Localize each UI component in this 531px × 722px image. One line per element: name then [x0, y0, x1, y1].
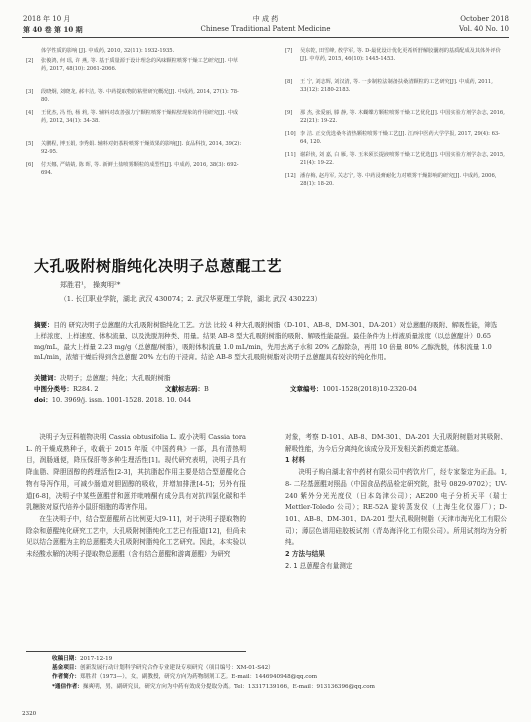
doi-value: 10. 3969/j. issn. 1001-1528. 2018. 10. 044	[51, 396, 192, 404]
keywords	[34, 373, 499, 384]
article-number	[290, 384, 417, 395]
article-number-value: 1001-1528(2018)10-2320-04	[322, 385, 417, 393]
keywords-label: 关键词：	[34, 374, 60, 382]
reference-item: [2] 张俊鸿, 何 瑶, 许 燕, 等. 基于质量源于设计理念的风味颗粒喷雾干燥工艺研究[J]. 中草药, 2017, 48(10): 2061-2066.	[26, 58, 239, 72]
document-code-value: B	[204, 385, 209, 393]
footnote-fund	[52, 664, 512, 673]
article-authors: 郑胜君¹， 操爽明²*	[60, 281, 121, 289]
section-heading: 1 材料	[285, 456, 306, 465]
footnote-author	[52, 673, 512, 682]
clc-value: R284. 2	[73, 385, 99, 393]
clc-label: 中图分类号：	[34, 385, 73, 393]
footnote-label: 收稿日期：	[52, 656, 80, 662]
footnote-text: 创新发展行动计划科学研究合作专业建设专项研究（项目编号：XM-01-S42）	[79, 665, 274, 672]
abstract	[34, 320, 499, 363]
doi	[34, 395, 191, 406]
doi-label: doi：	[34, 396, 52, 404]
body-paragraph: 在生决明子中，结合型蒽醌所占比例更大[9-11]，对于决明子提取物的除杂和蒽醌纯化研究工艺中，大孔吸附树脂纯化工艺已有报道[12]，但尚未见以结合蒽醌为主的总蒽醌类大孔吸附树脂纯化工艺研究。因此，本实验以未经酸水解的决明子提取物总蒽醌（含有结合蒽醌和游离蒽醌）为研究	[26, 514, 246, 559]
footnote-label: 基金项目：	[52, 665, 80, 672]
body-column-left	[26, 432, 246, 561]
body-column-right	[285, 432, 507, 572]
body-paragraph: 决明子为豆科植物决明 Cassia obtusifolia L. 或小决明 Cassia tora L. 的干燥成熟种子，收载于 2015 年版《中国药典》一部，具有清热明目，润肠通便，降压保肝等多种生理活性[1]。现代研究表明，决明子具有降血脂、降胆固醇的药理活性[2-3]，其抗脂起作用主要是结合型蒽醌化合物有导泻作用，可减少肠道对胆固醇的吸收，并增加排泄[4-5]；另外有报道[6-8]，决明子中某些蒽醌苷和蒽并吡喃酮有成分具有对抗四氯化碳和半乳糖胺对原代培养小鼠肝细胞的毒害作用。	[26, 433, 246, 512]
reference-item: [5] 关鹏程, 博玉娟, 李秀娟. 辅料对奶茶粉喷雾干燥效果的影响[J]. 食品科技, 2014, 39(2): 92-95.	[26, 141, 242, 155]
body-paragraph: 决明子购自湖北省中药材有限公司中药饮片厂，经专家鉴定为正品。1, 8- 二羟基蒽醌对照品（中国食品药品检定研究院，批号 0829-9702）；UV-240 紫外分光光度仪（日本岛津公司）；AE200 电子分析天平（瑞士 Mettler-Toledo 公司）；RE-52A 旋转蒸发仪（上海生化仪器厂）；D-101、AB-8、DM-301、DA-201 型大孔吸附树脂（天津市海光化工有限公司）；薄层色谱用硅胶板试剂（青岛海洋化工有限公司）。所用试剂均为分析纯。	[285, 468, 507, 547]
footnote-received	[52, 655, 512, 664]
footnote-corresponding	[52, 683, 512, 692]
page-number: 2320	[22, 711, 37, 717]
journal-date-en: October 2018	[460, 15, 509, 23]
footnote-rule	[26, 651, 246, 652]
footnote-text: 操爽明，男，副研究员，研究方向为中药有效成分提取分离。Tel：13317139166，E-mail：913136396@qq.com	[82, 683, 375, 690]
reference-item: [12] 潘存梅, 赵丹军, 关志宁, 等. 中药浸膏耐化力对喷雾干燥影响的研究[J]. 中成药, 2006, 28(1): 18-20.	[285, 173, 497, 187]
keywords-text: 决明子；总蒽醌；纯化；大孔吸附树脂	[60, 374, 171, 382]
journal-name-cn: 中 成 药	[252, 15, 279, 23]
document-code	[165, 384, 209, 395]
reference-item: [9] 那 杰, 张爱丽, 滕 静, 等. 木蝴蝶方颗粒喷雾干燥工艺优化[J]. 中国实验方剂学杂志, 2016, 22(21): 19-22.	[285, 110, 505, 124]
reference-item: [6] 付天娜, 严婧婧, 陈 晖, 等. 新鲜土盐喷雾颗粒的成型性[J]. 中成药, 2016, 38(3): 692-694.	[26, 162, 239, 176]
footnotes	[52, 655, 512, 692]
reference-item: [3] 段晓炯, 刘晓龙, 郝丰洁, 等. 中药提取物防粘壁研究概况[J]. 中成药, 2014, 27(1): 78-80.	[26, 89, 239, 103]
reference-item: [10] 李 洁. 正交优选桑冬清热颗粒喷雾干燥工艺[J]. 江西中医药大学学报, 2017, 29(4): 63-64, 120.	[285, 131, 500, 145]
subsection-heading: 2. 1 总蒽醌含有量测定	[285, 561, 353, 570]
article-number-label: 文章编号：	[290, 385, 323, 393]
footnote-label: *通信作者：	[52, 683, 83, 690]
reference-item: [7] 吴东乾, 田雪峰, 敖学军, 等. D-最优设计优化更希析舒解胶囊剂的基质配成及其体外评价[J]. 中草药, 2015, 46(10): 1445-1453.	[285, 48, 501, 62]
document-code-label: 文献标志码：	[165, 385, 204, 393]
section-heading: 2 方法与结果	[285, 550, 325, 559]
journal-date: 2018 年 10 月	[23, 15, 71, 23]
footnote-text: 2017-12-19	[79, 656, 113, 662]
article-affiliations: （1. 长江职业学院，湖北 武汉 430074；2. 武汉华夏理工学院，湖北 武汉 430223）	[60, 295, 322, 303]
reference-item: [8] 王 宁, 刘志辉, 刘汉清, 等. 一步制粒法制备扶桑清颗粒的工艺研究[J]. 中成药, 2011, 33(12): 2180-2183.	[285, 79, 493, 93]
footnote-label: 作者简介：	[52, 674, 80, 681]
reference-item: [4] 王优杰, 冯 怡, 杨 莉, 等. 辅料对改善强力宁颗粒喷雾干燥粘壁现象的作用研究[J]. 中成药, 2012, 34(1): 34-38.	[26, 110, 239, 124]
journal-name-en: Chinese Traditional Patent Medicine	[200, 25, 331, 33]
reference-item: [11] 谢彩侠, 刘 嘉, 白 雁, 等. 玉米须长提液喷雾干燥工艺优选[J]. 中国实验方剂学杂志, 2015, 21(4): 19-22.	[285, 152, 505, 166]
abstract-label: 摘要：	[34, 321, 54, 329]
footnote-text: 郑胜君（1973—），女，副教授，研究方向为药物制剂工艺。E-mail：1446940948@qq.com	[79, 674, 318, 681]
body-paragraph: 对象，考察 D-101、AB-8、DM-301、DA-201 大孔吸附树脂对其吸附、解吸性能，为今后分离纯化该成分及开发相关新药奠定基础。	[285, 433, 507, 453]
abstract-text: 目的 研究决明子总蒽醌的大孔吸附树脂纯化工艺。方法 比较 4 种大孔吸附树脂（D-101、AB-8、DM-301、DA-201）对总蒽醌的吸附、解吸性能，筛选上样浓度、上样速度、体积流量、以及洗脱剂种类、用量。结果 AB-8 型大孔吸附树脂的吸附、解吸性能最强。最佳条件为上样液质量浓度（以总蒽醌计）0.65 mg/mL，最大上样量 2.23 mg/g（总蒽醌/树脂），吸附体积流量 1.0 mL/min，先用去离子水和 20% 乙醇除杂，再用 10 倍量 80% 乙醇洗脱，体积流量 1.0 mL/min，浓缩干燥后得到含总蒽醌 20% 左右的干浸膏。结论 AB-8 型大孔吸附树脂对决明子总蒽醌具有较好的纯化作用。	[34, 321, 498, 362]
journal-volume-en: Vol. 40 No. 10	[458, 25, 509, 33]
header-rule	[22, 37, 509, 38]
clc-number	[34, 384, 99, 395]
journal-volume: 第 40 卷 第 10 期	[23, 25, 83, 34]
article-title: 大孔吸附树脂纯化决明子总蒽醌工艺	[34, 257, 283, 275]
